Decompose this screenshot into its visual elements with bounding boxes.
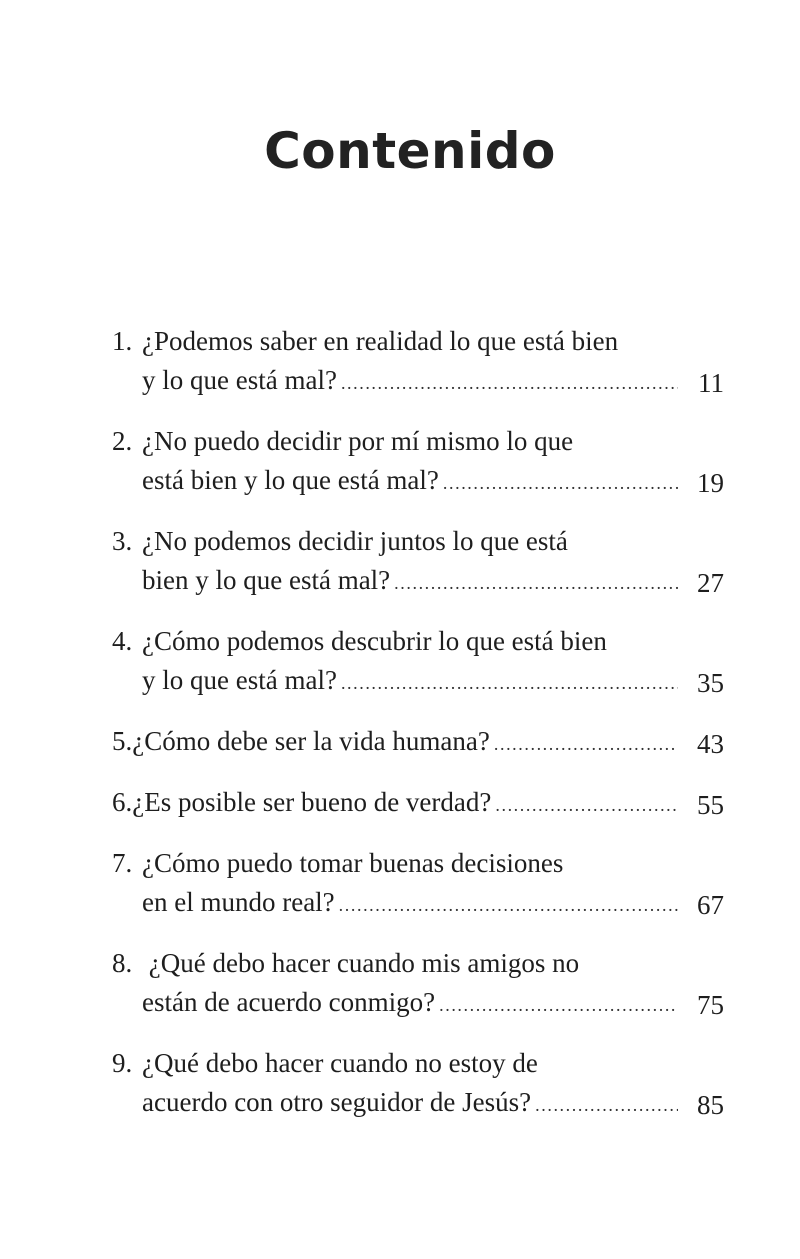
toc-entry-title: ¿Es posible ser bueno de verdad? [132, 787, 492, 817]
toc-entry[interactable] [112, 944, 724, 1025]
toc-entry-number: 2. [112, 426, 133, 456]
toc-entry-page-number: 67 [697, 890, 724, 920]
toc-entry[interactable] [112, 622, 724, 703]
toc-entry-title-continued: y lo que está mal? [142, 365, 337, 395]
toc-entry[interactable] [112, 722, 724, 764]
toc-entry-last-line [112, 461, 724, 503]
toc-entry-number: 9. [112, 1048, 133, 1078]
toc-entry-title-continued: y lo que está mal? [142, 665, 337, 695]
dot-leader [535, 1086, 678, 1125]
toc-entry-page-number: 75 [697, 990, 724, 1020]
dot-leader [439, 986, 678, 1025]
toc-entry-last-line [112, 983, 724, 1025]
toc-entry-last-line [112, 783, 724, 825]
toc-entry-title: ¿Cómo puedo tomar buenas decisiones [142, 848, 564, 878]
toc-entry-title-continued: están de acuerdo conmigo? [142, 987, 436, 1017]
toc-entry-last-line [112, 883, 724, 925]
dot-leader [341, 664, 678, 703]
toc-entry-number: 4. [112, 626, 133, 656]
toc-entry-title: ¿Qué debo hacer cuando mis amigos no [142, 948, 580, 978]
toc-entry[interactable] [112, 1044, 724, 1125]
toc-entry[interactable] [112, 522, 724, 603]
toc-entry-last-line [112, 561, 724, 603]
toc-entry-number: 8. [112, 948, 133, 978]
toc-entry-page-number: 85 [697, 1090, 724, 1120]
dot-leader [494, 725, 678, 764]
toc-entry-first-line [112, 844, 724, 883]
toc-entry-first-line [112, 944, 724, 983]
dot-leader [394, 564, 678, 603]
toc-entry-title: ¿Qué debo hacer cuando no estoy de [142, 1048, 538, 1078]
toc-entry-title: ¿Cómo debe ser la vida humana? [132, 726, 490, 756]
toc-entry[interactable] [112, 322, 724, 403]
toc-entry-last-line [112, 361, 724, 403]
toc-entry[interactable] [112, 783, 724, 825]
dot-leader [341, 364, 678, 403]
toc-entry[interactable] [112, 422, 724, 503]
dot-leader [495, 786, 678, 825]
toc-entry-last-line [112, 722, 724, 764]
toc-entry-title-continued: bien y lo que está mal? [142, 565, 391, 595]
toc-entry-page-number: 43 [697, 729, 724, 759]
toc-entry-first-line [112, 522, 724, 561]
toc-entry-number: 7. [112, 848, 133, 878]
toc-entry-title: ¿No puedo decidir por mí mismo lo que [142, 426, 574, 456]
toc-entry-first-line [112, 622, 724, 661]
toc-entry-number: 6. [112, 787, 133, 817]
toc-entry-page-number: 11 [698, 368, 724, 398]
toc-entry-last-line [112, 1083, 724, 1125]
table-of-contents [112, 322, 724, 1144]
toc-entry-page-number: 19 [697, 468, 724, 498]
toc-entry-last-line [112, 661, 724, 703]
page-title: Contenido [264, 122, 556, 180]
toc-entry-page-number: 55 [697, 790, 724, 820]
toc-entry-number: 5. [112, 726, 133, 756]
toc-entry-title-continued: en el mundo real? [142, 887, 335, 917]
toc-entry-title: ¿Podemos saber en realidad lo que está bien [142, 326, 619, 356]
toc-entry-title: ¿Cómo podemos descubrir lo que está bien [142, 626, 607, 656]
toc-entry-first-line [112, 1044, 724, 1083]
dot-leader [443, 464, 678, 503]
toc-entry-title: ¿No podemos decidir juntos lo que está [142, 526, 568, 556]
toc-entry-number: 3. [112, 526, 133, 556]
toc-entry-first-line [112, 322, 724, 361]
toc-entry-first-line [112, 422, 724, 461]
toc-entry-page-number: 27 [697, 568, 724, 598]
dot-leader [339, 886, 678, 925]
toc-entry-title-continued: acuerdo con otro seguidor de Jesús? [142, 1087, 532, 1117]
toc-entry[interactable] [112, 844, 724, 925]
toc-entry-title-continued: está bien y lo que está mal? [142, 465, 439, 495]
toc-entry-number: 1. [112, 326, 133, 356]
toc-entry-page-number: 35 [697, 668, 724, 698]
